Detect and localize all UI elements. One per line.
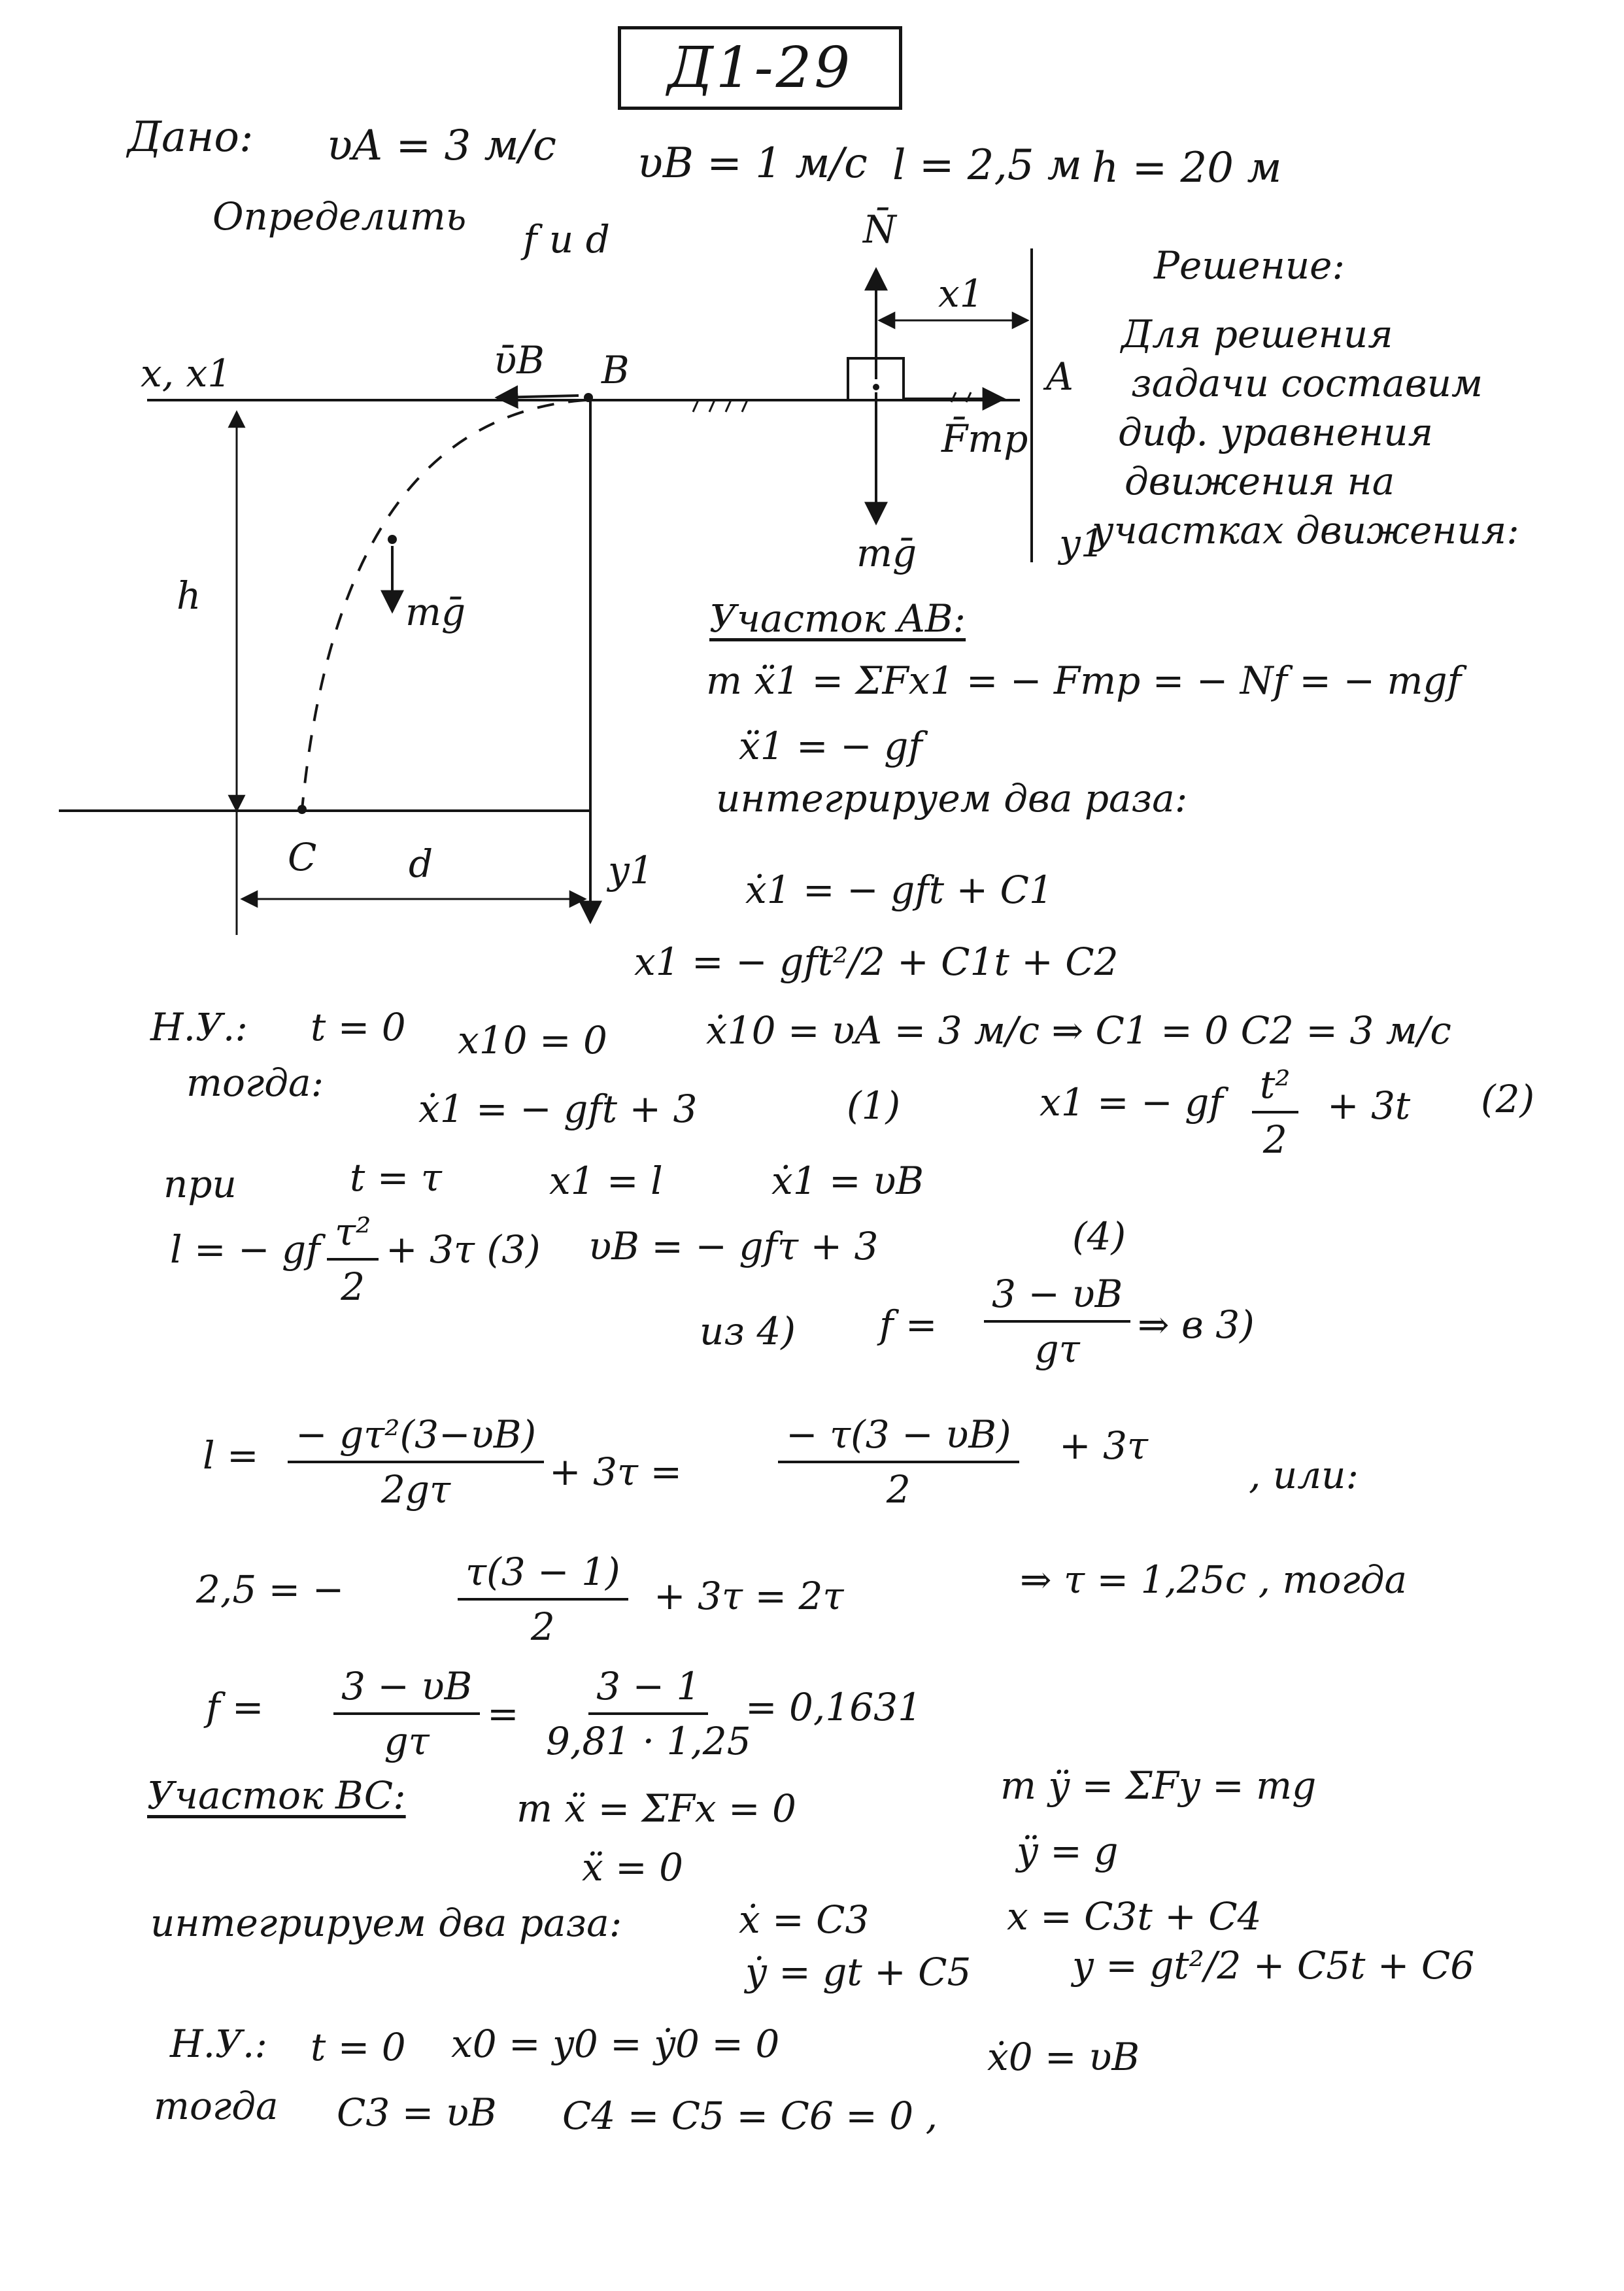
solution-line-3: диф. уравнения	[1118, 410, 1433, 454]
label-mg-block: mḡ	[856, 531, 917, 575]
ic1-eq-2-a: x1 = − gf	[1040, 1080, 1223, 1125]
fval-frac-2	[546, 1664, 751, 1763]
subst-frac-1	[288, 1412, 544, 1512]
at-t: t = τ	[350, 1155, 442, 1200]
solution-line-1: Для решения	[1121, 312, 1393, 356]
label-point-a: A	[1046, 354, 1074, 399]
f-lhs: f =	[879, 1302, 938, 1347]
ic1-t: t = 0	[311, 1005, 406, 1049]
section-ab-heading: Участок AB:	[709, 596, 966, 641]
fval-eq: =	[487, 1691, 519, 1736]
eq34-from: из 4)	[700, 1309, 796, 1353]
f-into: ⇒ в 3)	[1138, 1302, 1255, 1347]
f-denominator: gτ	[1034, 1327, 1080, 1371]
fval-frac-1	[333, 1664, 480, 1763]
given-l: l = 2,5 м	[892, 141, 1082, 190]
eq3-b: + 3τ (3)	[386, 1227, 541, 1272]
tau-denominator: 2	[530, 1604, 555, 1649]
ic2-label: Н.У.:	[170, 2022, 267, 2066]
label-axis-x: x, x1	[141, 351, 232, 396]
tau-frac	[458, 1550, 628, 1649]
fval-result: = 0,1631	[745, 1685, 922, 1729]
label-d: d	[409, 841, 433, 886]
label-point-b: B	[601, 348, 630, 392]
label-vb: ῡB	[494, 338, 545, 382]
f-frac	[984, 1272, 1130, 1371]
ic1-xd10: ẋ10 = υA = 3 м/с ⇒ C1 = 0 C2 = 3 м/с	[706, 1008, 1451, 1053]
problem-title: Д1-29	[667, 35, 853, 101]
bc-eq-5: ẋ = C3	[739, 1897, 870, 1942]
label-ftr: F̄тр	[941, 416, 1028, 461]
surface-hatching	[693, 392, 971, 412]
given-vb: υB = 1 м/с	[637, 139, 868, 188]
given-h: h = 20 м	[1092, 144, 1282, 192]
solution-line-2: задачи составим	[1131, 361, 1483, 405]
eq4-num: (4)	[1072, 1214, 1126, 1259]
fval-den-2: 9,81 · 1,25	[546, 1719, 751, 1763]
subst-plus-1: + 3τ =	[549, 1450, 683, 1494]
at-xd1: ẋ1 = υB	[771, 1159, 924, 1203]
ic1-eq-1: ẋ1 = − gft + 3	[418, 1087, 698, 1131]
ic1-eq-2-frac	[1252, 1062, 1298, 1162]
label-point-c: C	[288, 835, 317, 879]
bc-eq-8: y = gt²/2 + C5t + C6	[1072, 1943, 1475, 1988]
vb-arrow	[497, 396, 579, 398]
find-what: f и d	[523, 217, 610, 262]
label-n: N̄	[863, 207, 896, 252]
ab-eq-4: ẋ1 = − gft + C1	[745, 868, 1053, 912]
tau-numerator: τ(3 − 1)	[458, 1550, 628, 1601]
tau-lhs: 2,5 = −	[196, 1567, 345, 1612]
eq3-frac	[327, 1210, 379, 1309]
subst-den-1: 2gτ	[381, 1467, 451, 1512]
ic2-conditions: x0 = y0 = ẏ0 = 0	[451, 2022, 780, 2066]
ic1-eq-2-num: (2)	[1481, 1077, 1535, 1121]
ab-eq-3: интегрируем два раза:	[716, 776, 1188, 821]
ic1-then: тогда:	[186, 1061, 324, 1105]
bc-eq-6: x = C3t + C4	[1007, 1894, 1262, 1939]
subst-num-2: − τ(3 − υB)	[778, 1412, 1019, 1463]
given-va: υA = 3 м/с	[327, 122, 556, 170]
solution-line-5: участках движения:	[1092, 508, 1519, 552]
ic1-eq-2-numerator: t²	[1252, 1062, 1298, 1113]
bc-eq-1: m ẍ = ΣFx = 0	[516, 1786, 796, 1831]
ic1-eq-2-denominator: 2	[1262, 1117, 1287, 1162]
eq4: υB = − gfτ + 3	[588, 1224, 879, 1268]
subst-plus-2: + 3τ	[1059, 1423, 1149, 1468]
fval-num-2: 3 − 1	[588, 1664, 708, 1715]
bc-eq-7: ẏ = gt + C5	[745, 1950, 972, 1994]
ic1-eq-2-b: + 3t	[1327, 1083, 1411, 1128]
eq3-denominator: 2	[341, 1264, 365, 1309]
ic2-c3: C3 = υB	[337, 2090, 497, 2135]
tau-rest: + 3τ = 2τ	[654, 1574, 844, 1618]
ic2-c456: C4 = C5 = C6 = 0 ,	[562, 2094, 938, 2138]
ic2-xd0: ẋ0 = υB	[987, 2035, 1140, 2079]
ic1-eq-1-num: (1)	[847, 1083, 901, 1128]
find-label: Определить	[212, 194, 467, 239]
subst-or: , или:	[1249, 1453, 1359, 1497]
label-h: h	[177, 573, 201, 618]
section-bc-heading: Участок BC:	[147, 1773, 406, 1818]
solution-heading: Решение:	[1154, 243, 1345, 288]
fval-num-1: 3 − υB	[333, 1664, 480, 1715]
tau-result: ⇒ τ = 1,25с , тогда	[1020, 1557, 1408, 1602]
ab-eq-5: x1 = − gft²/2 + C1t + C2	[634, 940, 1119, 984]
ic1-label: Н.У.:	[150, 1005, 248, 1049]
ic2-t: t = 0	[311, 2025, 406, 2069]
given-label: Дано:	[127, 113, 254, 161]
subst-den-2: 2	[886, 1467, 911, 1512]
label-y1-bottom: y1	[608, 848, 654, 892]
at-x1: x1 = l	[549, 1159, 663, 1203]
fval-den-1: gτ	[384, 1719, 430, 1763]
subst-frac-2	[778, 1412, 1019, 1512]
subst-num-1: − gτ²(3−υB)	[288, 1412, 544, 1463]
label-mg-fall: mḡ	[405, 590, 466, 634]
label-y1-right: y1	[1059, 521, 1105, 566]
ic2-then: тогда	[154, 2084, 279, 2128]
ab-eq-2: ẍ1 = − gf	[739, 724, 922, 768]
at-label: при	[163, 1162, 237, 1206]
bc-eq-2: m ÿ = ΣFy = mg	[1000, 1763, 1317, 1808]
subst-lhs: l =	[203, 1433, 259, 1478]
solution-line-4: движения на	[1125, 459, 1395, 503]
bc-integrate: интегрируем два раза:	[150, 1901, 622, 1945]
bc-eq-3: ẍ = 0	[582, 1845, 684, 1890]
fval-lhs: f =	[206, 1685, 264, 1729]
ab-eq-1: m ẍ1 = ΣFx1 = − Fтр = − Nf = − mgf	[706, 658, 1462, 703]
eq3-a: l = − gf	[170, 1227, 320, 1272]
f-numerator: 3 − υB	[984, 1272, 1130, 1323]
bc-eq-4: ÿ = g	[1017, 1829, 1119, 1873]
label-x1: x1	[938, 271, 984, 316]
eq3-numerator: τ²	[327, 1210, 379, 1261]
ic1-x10: x10 = 0	[458, 1018, 607, 1062]
